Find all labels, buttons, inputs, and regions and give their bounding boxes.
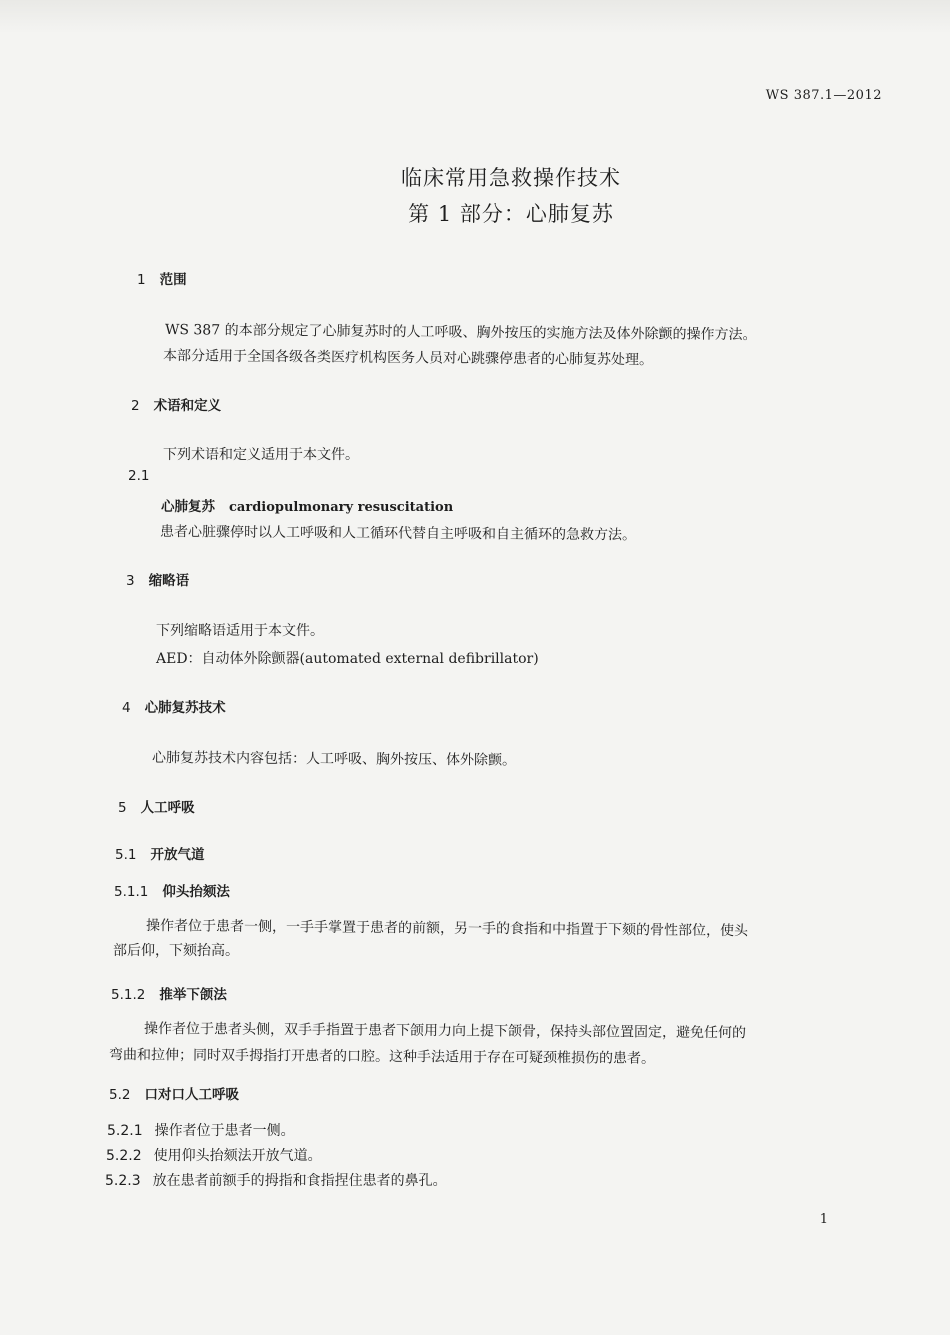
- term-english: cardiopulmonary resuscitation: [229, 500, 454, 515]
- item-text: 放在患者前额手的拇指和食指捏住患者的鼻孔。: [152, 1173, 447, 1189]
- section-title: 推举下颌法: [159, 987, 227, 1003]
- section-3-para-1: 下列缩略语适用于本文件。: [156, 623, 324, 639]
- list-item: [105, 1170, 447, 1190]
- section-5-1-1-line-1: 操作者位于患者一侧，一手手掌置于患者的前额，另一手的食指和中指置于下颏的骨性部位，使头: [145, 918, 749, 940]
- subsection-2-1-number: 2.1: [128, 468, 150, 484]
- section-2-para: 下列术语和定义适用于本文件。: [163, 447, 359, 463]
- term-entry: [161, 496, 453, 519]
- section-5-2-heading: [109, 1083, 239, 1103]
- term-definition: 患者心脏骤停时以人工呼吸和人工循环代替自主呼吸和自主循环的急救方法。: [159, 524, 637, 544]
- section-5-1-2-line-2: 弯曲和拉伸；同时双手拇指打开患者的口腔。这种手法适用于存在可疑颈椎损伤的患者。: [108, 1047, 656, 1067]
- section-title: 开放气道: [150, 847, 205, 863]
- section-3-heading: [126, 569, 189, 589]
- section-title: 人工呼吸: [140, 800, 195, 816]
- item-number: 5.2.1: [107, 1123, 143, 1139]
- section-number: 5: [118, 800, 127, 816]
- section-number: 3: [126, 573, 135, 589]
- section-4-para: 心肺复苏技术内容包括：人工呼吸、胸外按压、体外除颤。: [151, 750, 517, 769]
- section-title: 缩略语: [148, 573, 190, 589]
- page-number: 1: [819, 1212, 828, 1227]
- section-5-1-1-heading: [114, 880, 230, 900]
- item-number: 5.2.2: [106, 1148, 142, 1164]
- term-chinese: 心肺复苏: [161, 499, 215, 515]
- document-title-line2: 第 1 部分：心肺复苏: [408, 202, 614, 226]
- section-1-heading: [137, 268, 187, 288]
- section-number: 5.2: [109, 1087, 131, 1103]
- item-number: 5.2.3: [105, 1173, 141, 1189]
- section-4-heading: [122, 696, 226, 716]
- section-5-1-2-heading: [111, 983, 227, 1003]
- section-2-heading: [131, 394, 221, 414]
- section-number: 2: [131, 398, 140, 414]
- section-number: 4: [122, 700, 131, 716]
- section-title: 范围: [159, 272, 187, 288]
- scan-edge-shading: [0, 0, 950, 34]
- section-5-1-1-line-2: 部后仰，下颏抬高。: [113, 943, 239, 959]
- section-1-para-2: 本部分适用于全国各级各类医疗机构医务人员对心跳骤停患者的心肺复苏处理。: [162, 348, 654, 369]
- section-1-para-1: WS 387 的本部分规定了心肺复苏时的人工呼吸、胸外按压的实施方法及体外除颤的操作方法。: [164, 322, 757, 344]
- list-item: [107, 1120, 295, 1140]
- section-title: 术语和定义: [153, 398, 222, 414]
- list-item: [106, 1145, 322, 1165]
- section-number: 5.1.1: [114, 884, 149, 900]
- section-number: 5.1.2: [111, 987, 146, 1003]
- item-text: 操作者位于患者一侧。: [154, 1123, 295, 1139]
- section-5-1-heading: [115, 843, 204, 863]
- section-3-para-2: AED：自动体外除颤器(automated external defibrillator): [156, 651, 539, 667]
- section-title: 仰头抬颏法: [162, 884, 230, 900]
- item-text: 使用仰头抬颏法开放气道。: [153, 1148, 322, 1164]
- section-title: 口对口人工呼吸: [144, 1087, 239, 1103]
- document-title-line1: 临床常用急救操作技术: [401, 166, 621, 190]
- section-5-1-2-line-1: 操作者位于患者头侧，双手手指置于患者下颌用力向上提下颌骨，保持头部位置固定，避免任何的: [143, 1021, 747, 1042]
- standard-code: WS 387.1—2012: [765, 88, 882, 103]
- section-title: 心肺复苏技术: [144, 700, 226, 716]
- section-number: 1: [137, 272, 146, 288]
- section-number: 5.1: [115, 847, 137, 863]
- section-5-heading: [118, 796, 195, 816]
